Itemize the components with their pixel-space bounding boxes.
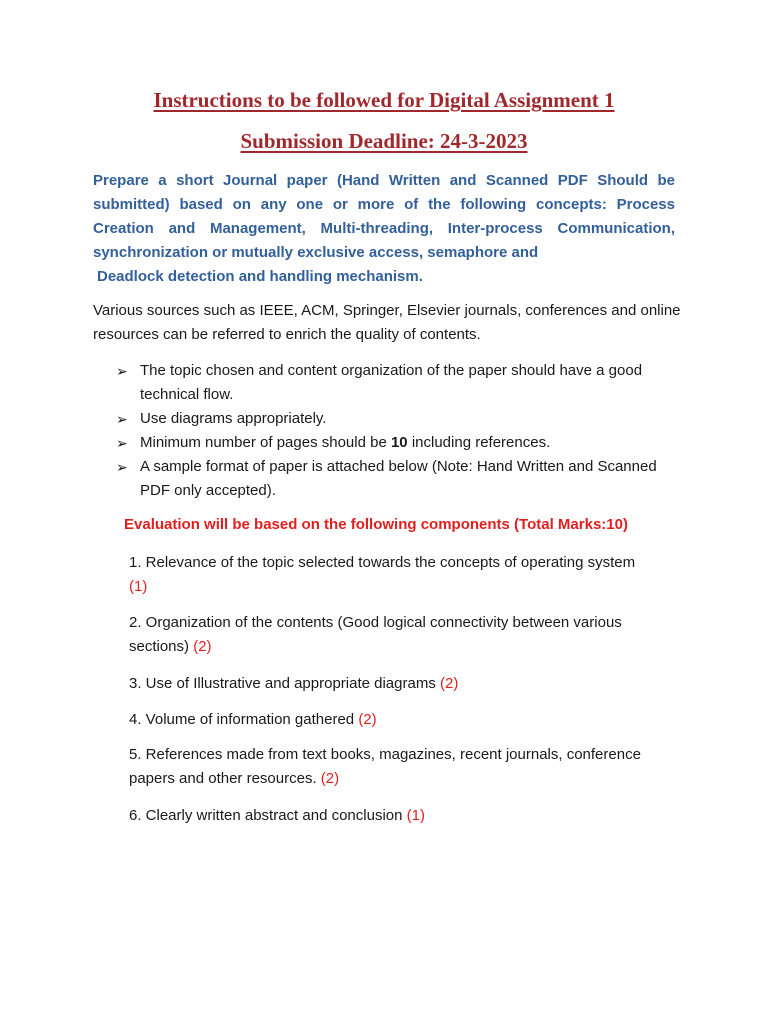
criterion-item [129,708,649,732]
bullet-text: Minimum number of pages should be [140,434,391,451]
criterion-marks: (2) [440,675,459,692]
criterion-text: 4. Volume of information gathered [129,711,359,728]
criterion-item [129,672,649,696]
arrow-bullet-icon: ➢ [116,435,128,451]
arrow-bullet-icon: ➢ [116,459,128,475]
min-pages-value: 10 [390,434,408,451]
criterion-text: 5. References made from text books, magazines, recent journals, conference papers and other resources. [129,746,641,787]
criterion-text: 3. Use of Illustrative and appropriate diagrams [129,675,440,692]
criterion-item [129,804,649,828]
submission-deadline: Submission Deadline: 24-3-2023 [240,129,528,153]
criterion-marks: (2) [193,638,212,655]
criterion-text: 6. Clearly written abstract and conclusion [129,807,407,824]
bullet-text: A sample format of paper is attached below (Note: Hand Written and Scanned PDF only accepted). [140,458,657,499]
list-item [116,359,676,407]
bullet-text: including references. [407,434,551,451]
intro-main-text: Prepare a short Journal paper (Hand Written and Scanned PDF Should be submitted) based on any one or more of the following concepts: Process Creation and Management, Multi-threading, Inter-process Communication, synchronization or mutually exclusive access, semaphore and [93,172,675,261]
criterion-marks: (2) [320,770,340,787]
instruction-list [116,359,676,503]
criterion-text: 1. Relevance of the topic selected towards the concepts of operating system [129,554,636,571]
evaluation-heading: Evaluation will be based on the following components (Total Marks:10) [124,516,628,533]
bullet-text: Use diagrams appropriately. [140,410,327,427]
arrow-bullet-icon: ➢ [116,363,128,379]
criterion-marks: (2) [358,711,377,728]
intro-paragraph [93,169,675,289]
arrow-bullet-icon: ➢ [116,411,128,427]
criterion-text: 2. Organization of the contents (Good logical connectivity between various sections) [129,614,622,655]
criterion-marks: (1) [406,807,425,824]
bullet-text: The topic chosen and content organization of the paper should have a good technical flow. [140,362,643,403]
sources-paragraph: Various sources such as IEEE, ACM, Springer, Elsevier journals, conferences and online resources can be referred to enrich the quality of contents. [93,302,681,343]
list-item [116,431,676,455]
criterion-item [129,743,649,791]
list-item [116,407,676,431]
criterion-marks: (1) [129,578,148,595]
list-item [116,455,676,503]
criterion-item [129,551,649,599]
intro-last-line: Deadlock detection and handling mechanism. [97,268,423,285]
document-title: Instructions to be followed for Digital Assignment 1 [153,88,615,112]
criterion-item [129,611,649,659]
